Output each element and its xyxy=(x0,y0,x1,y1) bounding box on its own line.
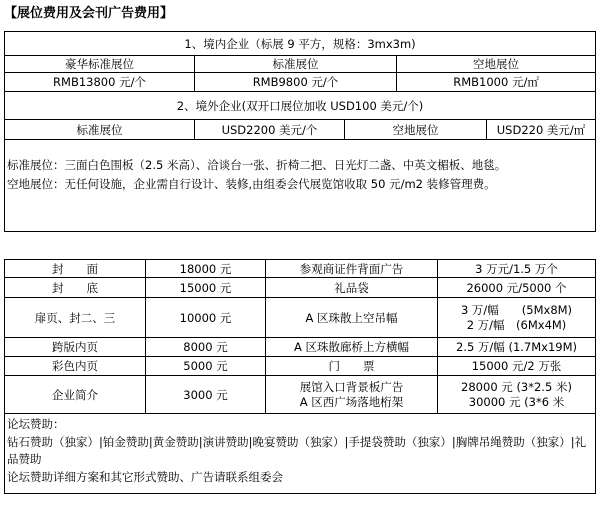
ad-other: 门 票 xyxy=(266,357,438,376)
ad-price-line: 3 万/幅 (5Mx8M) xyxy=(460,302,573,317)
ad-other-line: 展馆入口背景板广告 xyxy=(299,379,404,394)
ad-other: A 区珠散上空吊幅 xyxy=(266,298,438,338)
domestic-header-space: 空地展位 xyxy=(397,56,596,73)
sponsorship-notes xyxy=(5,414,596,494)
ad-item: 彩色内页 xyxy=(5,357,146,376)
domestic-price-luxury: RMB13800 元/个 xyxy=(5,73,195,92)
catalog-ad-table xyxy=(4,259,596,494)
space-booth-note: 空地展位：无任何设施，企业需自行设计、装修,由组委会代展览馆收取 50 元/m2 装修管理费。 xyxy=(7,177,496,191)
ad-price-line: 30000 元 (3*6 米 xyxy=(468,394,565,409)
ad-item-price: 18000 元 xyxy=(146,260,266,278)
ad-other-price: 15000 元/2 万张 xyxy=(438,357,596,376)
overseas-space-label: 空地展位 xyxy=(345,120,487,140)
ad-item: 封 底 xyxy=(5,278,146,298)
ad-other: 礼品袋 xyxy=(266,278,438,298)
domestic-header-luxury: 豪华标准展位 xyxy=(5,56,195,73)
ad-other-price xyxy=(438,376,596,414)
domestic-price-standard: RMB9800 元/个 xyxy=(195,73,397,92)
sponsor-heading: 论坛赞助： xyxy=(7,417,65,431)
ad-item: 扉页、封二、三 xyxy=(5,298,146,338)
ad-other-price: 26000 元/5000 个 xyxy=(438,278,596,298)
ad-item-price: 10000 元 xyxy=(146,298,266,338)
ad-other: 参观商证件背面广告 xyxy=(266,260,438,278)
booth-fee-table xyxy=(4,31,596,232)
ad-item: 封 面 xyxy=(5,260,146,278)
ad-item-price: 5000 元 xyxy=(146,357,266,376)
booth-notes xyxy=(5,140,596,232)
sponsor-contact: 论坛赞助详细方案和其它形式赞助、广告请联系组委会 xyxy=(7,469,283,484)
overseas-standard-label: 标准展位 xyxy=(5,120,195,140)
sponsor-options: 钻石赞助（独家）|铂金赞助|黄金赞助|演讲赞助|晚宴赞助（独家）|手提袋赞助（独家）|胸牌吊绳赞助（独家）|礼品赞助 xyxy=(7,434,587,466)
overseas-space-price: USD220 美元/㎡ xyxy=(487,120,596,140)
ad-other: A 区珠散廊桥上方横幅 xyxy=(266,338,438,357)
ad-item-price: 15000 元 xyxy=(146,278,266,298)
overseas-standard-price: USD2200 美元/个 xyxy=(195,120,345,140)
ad-item: 跨版内页 xyxy=(5,338,146,357)
domestic-price-space: RMB1000 元/㎡ xyxy=(397,73,596,92)
ad-other-price xyxy=(438,298,596,338)
ad-other-line: A 区西广场落地桁架 xyxy=(299,394,404,409)
ad-price-line: 2 万/幅 (6Mx4M) xyxy=(466,317,567,332)
ad-other-price: 3 万元/1.5 万个 xyxy=(438,260,596,278)
ad-other-price: 2.5 万/幅 (1.7Mx19M) xyxy=(438,338,596,357)
ad-item: 企业简介 xyxy=(5,376,146,414)
ad-item-price: 8000 元 xyxy=(146,338,266,357)
domestic-header-standard: 标准展位 xyxy=(195,56,397,73)
ad-item-price: 3000 元 xyxy=(146,376,266,414)
page-heading: 【展位费用及会刊广告费用】 xyxy=(4,6,174,21)
ad-other xyxy=(266,376,438,414)
standard-booth-note: 标准展位：三面白色围板（2.5 米高）、洽谈台一张、折椅二把、日光灯二盏、中英文楣板、地毯。 xyxy=(7,158,507,172)
domestic-title: 1、境内企业（标展 9 平方，规格：3mx3m) xyxy=(5,32,596,56)
ad-price-line: 28000 元 (3*2.5 米) xyxy=(461,379,572,394)
overseas-title: 2、境外企业(双开口展位加收 USD100 美元/个) xyxy=(5,92,596,120)
